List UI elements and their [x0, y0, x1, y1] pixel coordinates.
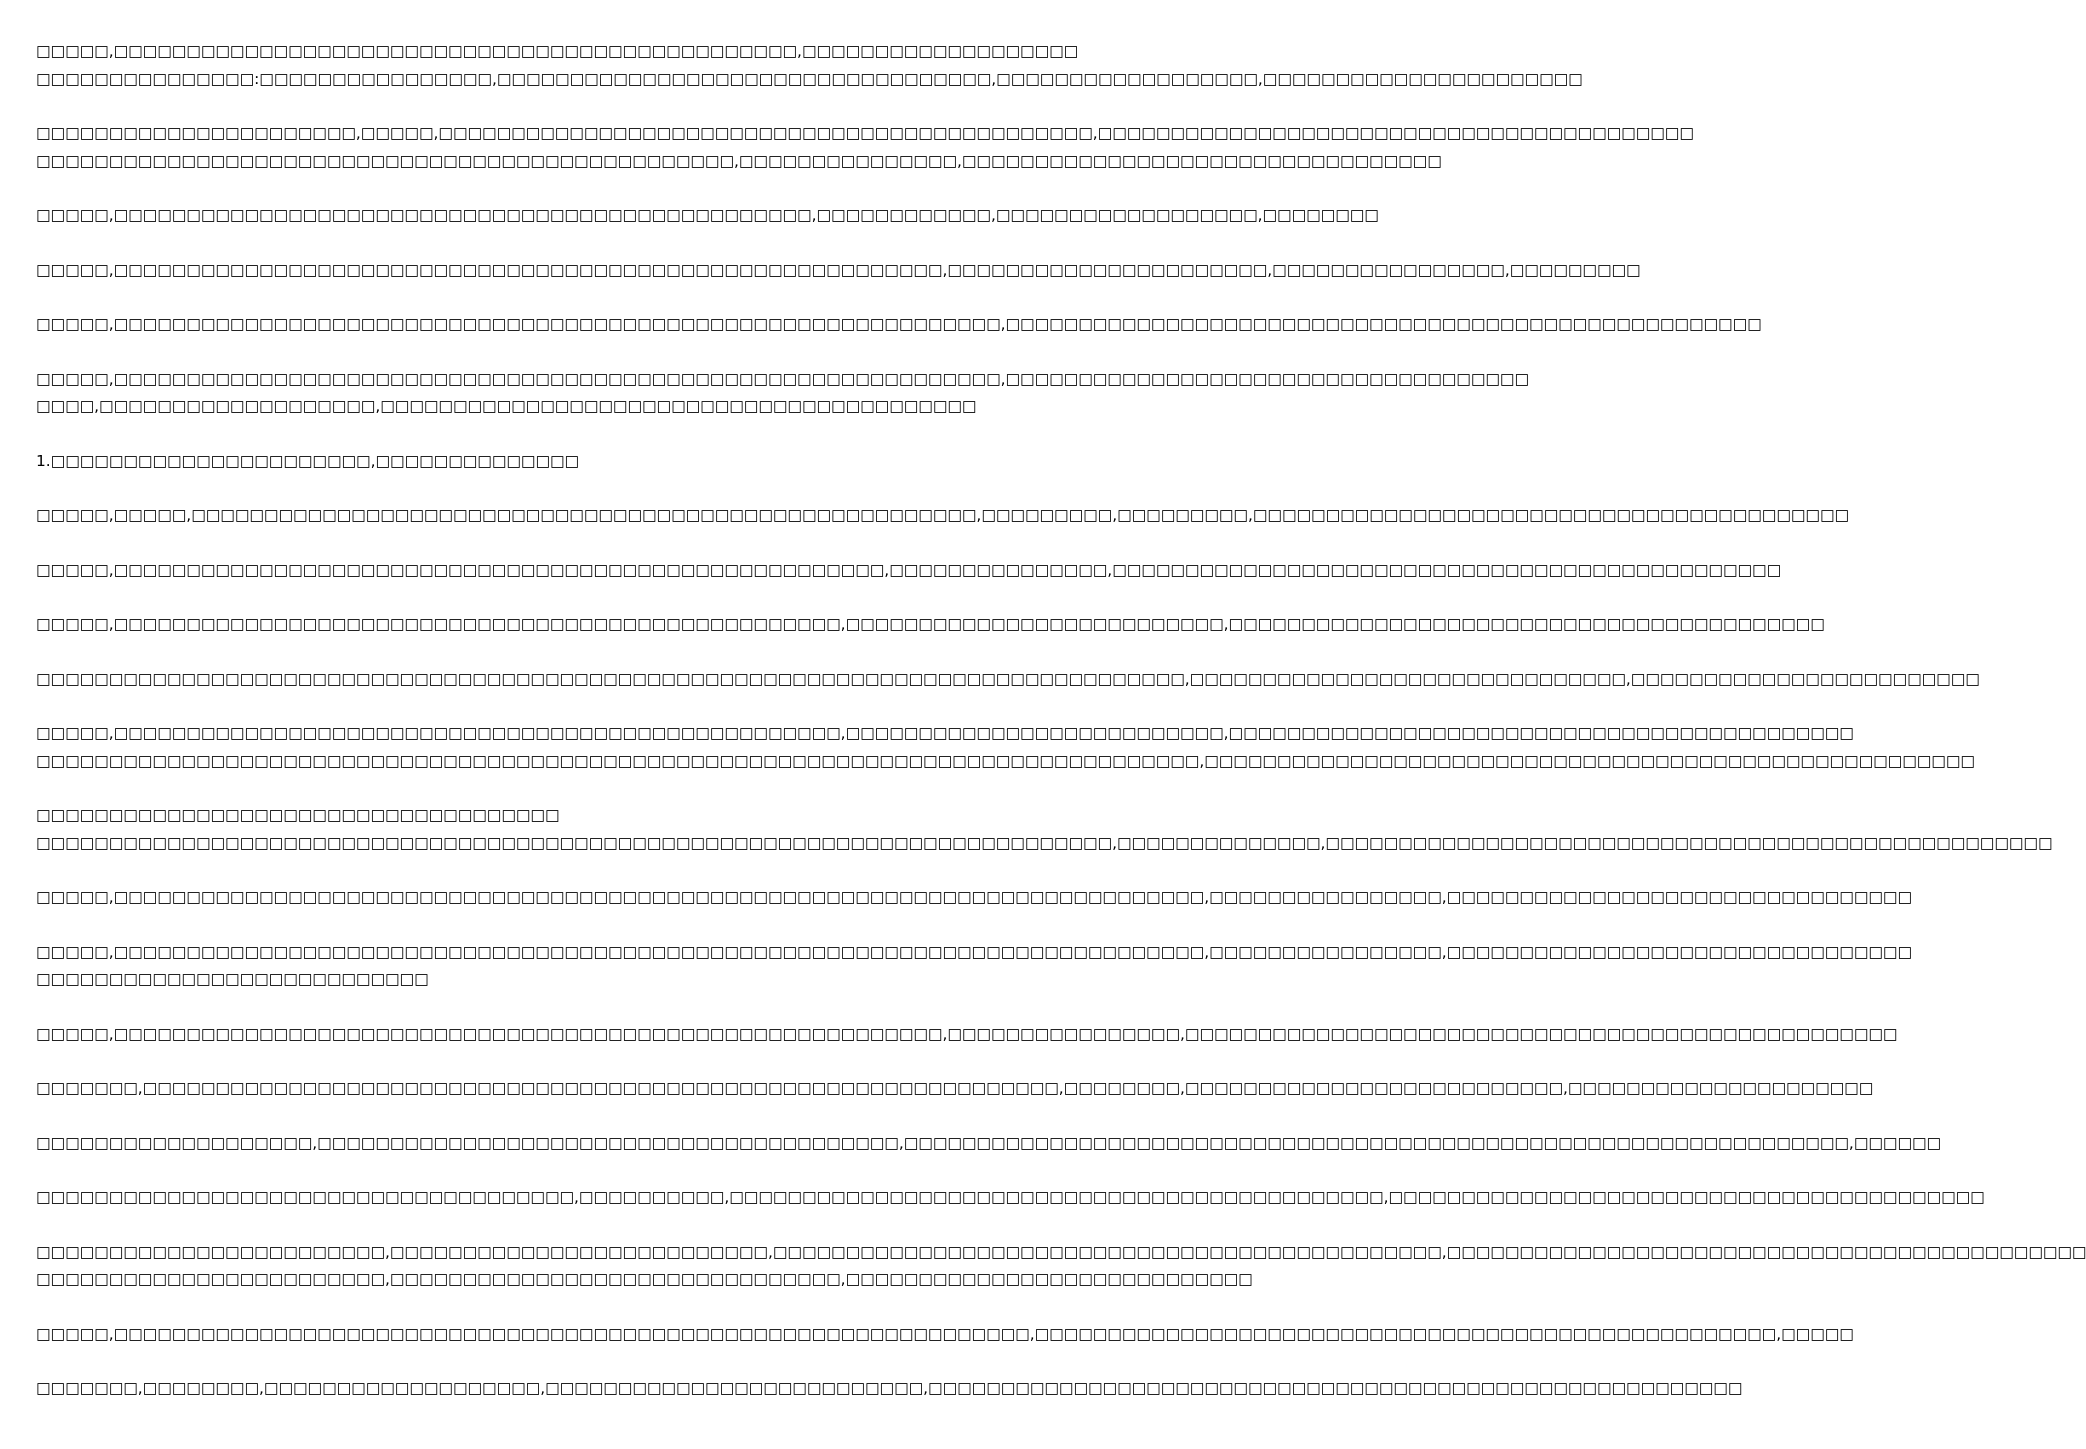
text-line: □□□□□,□□□□□□□□□□□□□□□□□□□□□□□□□□□□□□□□□□□□□□□□□□□□□□□□□□□□□□□□□□□□□□□□□□□□□□□□□□□,□□□□□□□□□□□□□□□□,□□□□□□□□□□□□□□□□□□□□□□□□□□□□□□□□	[36, 888, 1912, 906]
text-line: □□□□□□□□□□□□□□□□□□□□□□,□□□□□,□□□□□□□□□□□□□□□□□□□□□□□□□□□□□□□□□□□□□□□□□□□□□,□□□□□□□□□□□□□□□□□□□□□□□□□□□□□□□□□□□□□□□□□	[36, 124, 1694, 142]
paragraph	[36, 884, 1912, 912]
paragraph	[36, 557, 1782, 585]
document-page	[36, 38, 2086, 1430]
text-line: □□□□□□□□□□□□□□□□□□□□□□□□,□□□□□□□□□□□□□□□□□□□□□□□□□□□□□□□,□□□□□□□□□□□□□□□□□□□□□□□□□□□□	[36, 1270, 1253, 1288]
paragraph	[36, 448, 989, 476]
paragraph	[36, 1184, 1985, 1212]
paragraph	[36, 311, 1762, 339]
paragraph	[36, 1075, 1874, 1103]
text-line: □□□□□□□□□□□□□□□□□□□□□□□□□□□□□□□□□□□□□,□□□□□□□□□□,□□□□□□□□□□□□□□□□□□□□□□□□□□□□□□□□□□□□□□□□□□□□□,□□□□□□□□□□□□□□□□□□□□□□□□□□□□□□□□□□□□□□□□□	[36, 1188, 1985, 1206]
paragraph	[36, 1021, 1898, 1049]
text-line: □□□□□,□□□□□□□□□□□□□□□□□□□□□□□□□□□□□□□□□□□□□□□□□□□□□□□,□□□□□□□□□□□□□□□□□□□	[36, 42, 1079, 60]
text-line: □□□□□,□□□□□□□□□□□□□□□□□□□□□□□□□□□□□□□□□□□□□□□□□□□□□□□□,□□□□□□□□□□□□,□□□□□□□□□□□□□□□□□□,□□□□□□□□	[36, 206, 1379, 224]
paragraph	[36, 257, 1641, 285]
text-line: □□□□□,□□□□□□□□□□□□□□□□□□□□□□□□□□□□□□□□□□□□□□□□□□□□□□□□□□□□□□□□□□□□□□□□□□□□□□□□□□□,□□□□□□□□□□□□□□□□,□□□□□□□□□□□□□□□□□□□□□□□□□□□□□□□□	[36, 942, 1912, 961]
text-line: □□□□□□□□□□□□□□□□□□□□□□□□□□□	[36, 970, 429, 988]
paragraph	[36, 802, 2053, 857]
text-line: 1.□□□□□□□□□□□□□□□□□□□□□□,□□□□□□□□□□□□□□	[36, 451, 580, 470]
paragraph	[36, 720, 1975, 775]
text-line: □□□□□□□,□□□□□□□□□□□□□□□□□□□□□□□□□□□□□□□□□□□□□□□□□□□□□□□□□□□□□□□□□□□□□□□,□□□□□□□□,□□□□□□□□□□□□□□□□□□□□□□□□□□,□□□□□□□□□□□□□□□□□□□□□	[36, 1079, 1874, 1097]
text-line: □□□□□,□□□□□□□□□□□□□□□□□□□□□□□□□□□□□□□□□□□□□□□□□□□□□□□□□□□□□□□□□□□□□,□□□□□□□□□□□□□□□□□□□□□□□□□□□□□□□□□□□□□□□□□□□□□□□□□□□□	[36, 315, 1762, 333]
paragraph	[36, 1375, 1743, 1403]
paragraph	[36, 1130, 1942, 1158]
text-line: □□□□□,□□□□□□□□□□□□□□□□□□□□□□□□□□□□□□□□□□□□□□□□□□□□□□□□□□□□□,□□□□□□□□□□□□□□□,□□□□□□□□□□□□□□□□□□□□□□□□□□□□□□□□□□□□□□□□□□□□□□	[36, 560, 1782, 579]
paragraph	[36, 666, 1980, 694]
text-line: □□□□□□□,□□□□□□□□,□□□□□□□□□□□□□□□□□□□,□□□□□□□□□□□□□□□□□□□□□□□□□□,□□□□□□□□□□□□□□□□□□□□□□□□□□□□□□□□□□□□□□□□□□□□□□□□□□□□□□□□	[36, 1379, 1743, 1397]
paragraph	[36, 502, 1850, 530]
text-line: □□□□□,□□□□□□□□□□□□□□□□□□□□□□□□□□□□□□□□□□□□□□□□□□□□□□□□□□□□□□□□□,□□□□□□□□□□□□□□□□,□□□□□□□□□□□□□□□□□□□□□□□□□□□□□□□□□□□□□□□□□□□□□□□□□	[36, 1024, 1898, 1043]
text-line: □□□□□,□□□□□□□□□□□□□□□□□□□□□□□□□□□□□□□□□□□□□□□□□□□□□□□□□□□□□□□□□□□□□□□,□□□□□□□□□□□□□□□□□□□□□□□□□□□□□□□□□□□□□□□□□□□□□□□□□□□,□□□□□	[36, 1324, 1854, 1343]
text-line: □□□□□□□□□□□□□□□□□□□□□□□□□□□□□□□□□□□□□□□□□□□□□□□□□□□□□□□□□□□□□□□□□□□□□□□□□□,□□□□□□□□□□□□□□,□□□□□□□□□□□□□□□□□□□□□□□□□□□□□□□□□□□□□□□□□□□□□□□□□□	[36, 833, 2053, 852]
text-line: □□□□□,□□□□□□□□□□□□□□□□□□□□□□□□□□□□□□□□□□□□□□□□□□□□□□□□□□,□□□□□□□□□□□□□□□□□□□□□□□□□□,□□□□□□□□□□□□□□□□□□□□□□□□□□□□□□□□□□□□□□□□□□□	[36, 724, 1854, 742]
text-line: □□□□□,□□□□□□□□□□□□□□□□□□□□□□□□□□□□□□□□□□□□□□□□□□□□□□□□□□,□□□□□□□□□□□□□□□□□□□□□□□□□□,□□□□□□□□□□□□□□□□□□□□□□□□□□□□□□□□□□□□□□□□□	[36, 615, 1825, 633]
paragraph	[36, 1321, 1854, 1349]
text-line: □□□□□,□□□□□□□□□□□□□□□□□□□□□□□□□□□□□□□□□□□□□□□□□□□□□□□□□□□□□□□□□,□□□□□□□□□□□□□□□□□□□□□□,□□□□□□□□□□□□□□□□,□□□□□□□□□	[36, 260, 1641, 279]
text-line: □□□□,□□□□□□□□□□□□□□□□□□□,□□□□□□□□□□□□□□□□□□□□□□□□□□□□□□□□□□□□□□□□□	[36, 397, 977, 415]
text-line: □□□□□□□□□□□□□□□□□□□□□□□□□□□□□□□□□□□□□□□□□□□□□□□□□□□□□□□□□□□□□□□□□□□□□□□□□□□□□□□□,□□□□□□□□□□□□□□□□□□□□□□□□□□□□□□□□□□□□□□□□□□□□□□□□□□□□□	[36, 751, 1975, 770]
text-line: □□□□□□□□□□□□□□□□□□□□□□□□□□□□□□□□□□□□□□□□□□□□□□□□□□□□□□□□□□□□□□□□□□□□□□□□□□□□□□□,□□□□□□□□□□□□□□□□□□□□□□□□□□□□□□,□□□□□□□□□□□□□□□□□□□□□□□□	[36, 669, 1980, 688]
text-line: □□□□□,□□□□□□□□□□□□□□□□□□□□□□□□□□□□□□□□□□□□□□□□□□□□□□□□□□□□□□□□□□□□□,□□□□□□□□□□□□□□□□□□□□□□□□□□□□□□□□□□□□	[36, 369, 1530, 388]
text-line: □□□□□,□□□□□,□□□□□□□□□□□□□□□□□□□□□□□□□□□□□□□□□□□□□□□□□□□□□□□□□□□□□□,□□□□□□□□□,□□□□□□□□□,□□□□□□□□□□□□□□□□□□□□□□□□□□□□□□□□□□□□□□□□□	[36, 506, 1850, 524]
paragraph	[36, 939, 1912, 994]
paragraph	[36, 38, 1583, 93]
paragraph	[36, 202, 1379, 230]
text-line: □□□□□□□□□□□□□□□□□□□□□□□□□□□□□□□□□□□□	[36, 806, 560, 824]
text-line: □□□□□□□□□□□□□□□□□□□,□□□□□□□□□□□□□□□□□□□□□□□□□□□□□□□□□□□□□□□□,□□□□□□□□□□□□□□□□□□□□□□□□□□□□□□□□□□□□□□□□□□□□□□□□□□□□□□□□□□□□□□□□□,□□□□□□	[36, 1133, 1942, 1152]
text-line: □□□□□□□□□□□□□□□□□□□□□□□□,□□□□□□□□□□□□□□□□□□□□□□□□□□,□□□□□□□□□□□□□□□□□□□□□□□□□□□□□□□□□□□□□□□□□□□□□□,□□□□□□□□□□□□□□□□□□□□□□□□□□□□□□□□□□□□□□□□□□□□	[36, 1242, 2086, 1261]
text-line: □□□□□□□□□□□□□□□□□□□□□□□□□□□□□□□□□□□□□□□□□□□□□□□□,□□□□□□□□□□□□□□□,□□□□□□□□□□□□□□□□□□□□□□□□□□□□□□□□□	[36, 151, 1442, 170]
text-line: □□□□□□□□□□□□□□□:□□□□□□□□□□□□□□□□,□□□□□□□□□□□□□□□□□□□□□□□□□□□□□□□□□□,□□□□□□□□□□□□□□□□□□,□□□□□□□□□□□□□□□□□□□□□□	[36, 69, 1583, 88]
paragraph	[36, 120, 1694, 175]
paragraph	[36, 366, 1530, 421]
paragraph	[36, 1239, 2086, 1294]
paragraph	[36, 611, 1825, 639]
